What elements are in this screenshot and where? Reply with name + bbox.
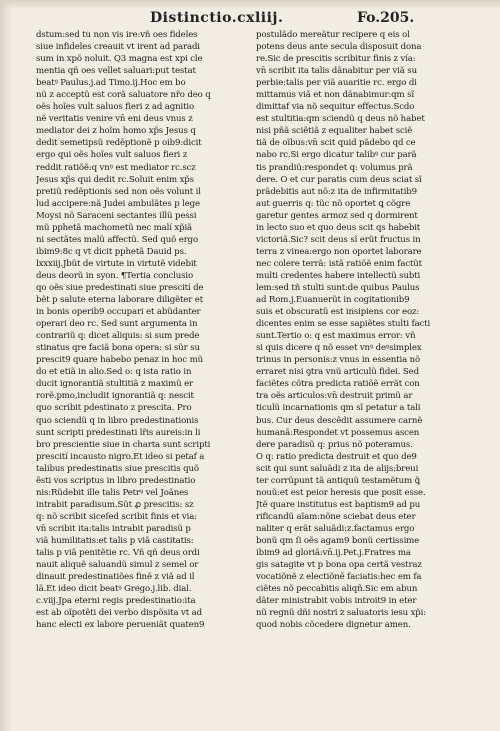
text-line: suis et obscuratũ est insipiens cor eoz: [256,307,420,318]
text-line: vn̄ scribit ita talis dãnabitur per viã su [256,66,417,77]
text-line: lã.Et ideo dicit beatꝰ Grego.j.lib. dial. [36,584,192,595]
text-line: rorẽ.pmo,includit ignorantiã q: nescit [36,391,194,402]
text-line: bonũ qm ſi oẽs agam9 bonũ certissime [256,535,420,546]
text-line: ad Rom.j.Euanuerũt in cogitationib9 [256,295,410,306]
text-line: nũ z acceptũ est corã saluatore nr̃o deo q [36,90,211,101]
text-line: nis:Rũdebit ille talis Petrꝰ vel Joãnes [36,487,189,498]
text-line: postulãdo mereãtur recipere q eis ol [256,30,410,40]
gutter-shadow [0,0,12,731]
text-line: mentia qñ oes vellet saluari:put testat [36,66,196,77]
text-line: est ab oĩpotẽti dei verbo dispõsita vt ad [36,608,202,619]
text-line: quod nobis cõcedere dignetur amen. [256,620,411,631]
text-line: ciẽtes nõ peccabitis aliqñ.Sic em abun [256,584,418,595]
text-line: dicentes enim se esse sapiẽtes stulti facti [256,319,431,330]
text-line: hanc electi ex labore perueniãt quaten9 [36,620,205,631]
text-line: dimittaf via nõ sequitur effectus.Scdo [256,102,415,113]
text-line: si quis dicere q nõ esset vnꝰ deꝰsimplex [256,343,422,354]
text-line: perbie:talis per viã auaritie rc. ergo di [256,78,417,89]
text-line: naliter q erãt saluãdi:z.factamus ergo [256,523,415,534]
text-line: quo sciendũ q in libro predestinationis [36,415,199,426]
text-line: dere. O et cur paratis cum deus sciat sĩ [256,174,422,185]
text-line: nũ regnũ dñi nostri z saluatoris iesu xp̃i: [256,608,427,619]
text-line: siue infideles creauit vt irent ad paradi [36,42,200,53]
text-line: multi credentes habere intellectũ subti [256,270,421,281]
left-text-column [36,29,231,631]
text-line: sum in xpõ noluit. Q3 magna est xpi cle [36,54,203,65]
text-line: ni sectãtes malũ affectũ. Sed quõ ergo [36,234,199,245]
text-line: sunt scripti predestinati lr̃is aureis:in li [36,427,201,438]
text-line: tra oẽs articulos:vn̄ destruit primũ ar [256,391,413,402]
text-line: lem:sed tñ stulti sunt:de quibus Paulus [256,282,420,293]
text-line: c.viij.Jpa eterni regis predestinatio:ita [36,596,196,607]
text-line: qo oẽs siue predestinati siue prescití de [36,282,204,293]
text-line: dstum:sed tu non vis ire:vñ oes fideles [36,30,198,40]
text-line: mediator dei z hoĩm homo xp̃s Jesus q [36,126,196,137]
right-text-column [256,29,451,631]
text-line: nouũ:et est peior heresis que posit esse. [256,487,426,498]
text-line: terra z vinea:ergo non oportet laborare [256,246,422,257]
text-line: nabo rc.Si ergo dicatur talibꝰ cur parã [256,150,417,161]
text-line: vocatiõnẽ z electiõnẽ faciatis:hec em fa [256,572,422,583]
text-line: scit qui sunt saluãdi z ita de alijs:breui [256,463,419,474]
text-line: stinatus qre faciã bona opera: si sũr su [36,343,200,354]
text-line: ducit ignorantiã stultitiã z maximũ er [36,379,194,390]
text-line: bẽt p salute eterna laborare diligẽter et [36,295,204,306]
text-line: nec colere terrã: istã ratiõẽ enim factũt [256,258,422,269]
text-line: nauit aliquẽ saluandũ simul z semel or [36,560,199,571]
text-line: quo scribit pdestinato z prescita. Pro [36,403,192,414]
text-line: operari deo rc. Sed sunt argumenta in [36,319,198,330]
text-line: garetur gentes armoz sed q dormirent [256,210,418,221]
text-line: Jesus xp̃s qui dedit rc.Soluit enim xp̃s [36,174,194,185]
text-line: pretiũ redẽptionis sed non oẽs volunt il [36,186,201,197]
page-stain [0,0,500,9]
text-line: ibim9:8c q vt dicit pphetã Dauid ps. [36,246,187,257]
text-line: mittamus viã et non dãnabimur:qm sĩ [256,90,414,101]
text-line: sunt.Tertio o: q est maximus error: vñ [256,331,416,342]
text-line: trinus in personis:z vnus in essentia nõ [256,355,421,366]
text-line: intrabit paradisum.Sũt ꝓ prescitis: sz [36,499,194,510]
text-line: in bonis operib9 occupari et abũdanter [36,307,201,318]
text-line: Moysi nõ Saraceni sectantes illũ pessi [36,210,197,221]
text-line: contrariũ q: dicet aliquis: si sum prede [36,331,200,342]
text-line: tis prandiũ:respondet q: volumus prã [256,162,413,173]
text-line: prescit9 quare habebo penaz in hoc mũ [36,355,203,366]
text-line: vn̄ scribit ita:talis intrabit paradisũ p [36,523,191,534]
text-line: dãter ministrabit vobis introit9 in eter [256,596,417,607]
text-line: lxxxiij.Jbũt de virtute in virtutẽ videbit [36,258,197,269]
text-line: humanã:Respondet vt possemus ascen [256,427,420,438]
text-line: ẽsti vos scriptus in libro predestinatio [36,475,196,486]
text-line: deus deorũ in syon. ¶Tertia conclusio [36,270,194,281]
text-line: victoriã.Sic? scit deus sĩ erũt fructus in [256,234,421,245]
text-line: prescití incausto nigro.Et ideo si petaf a [36,451,205,462]
text-line: viã humilitatis:et talis p viã castitatis: [36,535,194,546]
text-line: faciẽtes cõtra predicta ratiõẽ errãt con [256,379,420,390]
text-line: talis p viã penitẽtie rc. Vñ qñ deus ordi [36,548,200,559]
text-line: lud accipere:nã Judei ambulãtes p lege [36,198,200,209]
text-line: nisi pñã sciẽtiã z equaliter habet sciẽ [256,126,413,137]
text-line: erraret nisi ꝯtra vnũ articulũ fidei. Sed [256,367,419,378]
text-line: oẽs hoĩes vult saluos fieri z ad agnitio [36,102,195,113]
text-line: reddit ratiõẽ:q vnꝰ est mediator rc.scz [36,162,196,173]
folio-number: Fo.205. [357,10,415,26]
text-line: dinauit predestinatiões finẽ z viã ad il [36,572,195,583]
running-head: Distinctio.cxliij. [150,10,284,26]
text-line: tiã de oĩbus:vn̄ scit quid pãdebo qd ce [256,138,416,149]
text-line: ticulũ incarnationis qm sĩ petatur a tali [256,403,421,414]
text-line: O q: ratio predicta destruit et quo de9 [256,451,417,462]
text-line: gis satagite vt p bona opa certã vestraz [256,560,422,571]
text-line: mũ pphetã machometũ nec malí xp̃iã [36,222,193,233]
text-line: re.Sic de prescitis scribitur finis z vía: [256,54,416,65]
text-line: bus. Cur deus descẽdit assumere carnẽ [256,415,423,426]
text-line: q: nõ scribit siceſed scribit finis et via: [36,511,197,522]
text-line: ter corrũpunt tã antiquũ testamẽtum ꝗ̃ [256,475,420,486]
text-line: ergo qui oẽs hoĩes vult saluos fieri z [36,150,188,161]
text-line: nẽ veritatis venire vn̄ eni deus vnus z [36,114,193,125]
text-line: talibus predestinatis siue prescitis quõ [36,463,199,474]
text-line: rificandũ aĩam:nõne sciebat deus eter [256,511,416,522]
text-line: ibim9 ad gloriã:vn̄.ij.Pet.j.Fratres ma [256,548,411,559]
text-line: dere paradisũ q: prius nõ poteramus. [256,439,413,450]
text-line: dedit semetipsũ redẽptionẽ p oib9:dicit [36,138,202,149]
text-line: aut guerris q: tũc nõ oportet ꝗ cõgre [256,198,411,209]
text-line: bro prescientie siue in charta sunt scripti [36,439,211,450]
text-line: Jtẽ quare institutus est baptism9 ad pu [256,499,421,510]
text-line: in lecto suo et quo deus scit qs habebit [256,222,421,233]
text-line: est stultitia:qm sciendũ q deus nõ habet [256,114,425,125]
text-line: do et etiã in alio.Sed o: q ista ratio in [36,367,192,378]
text-line: beatꝰ Paulus.j.ad Timo.ij.Hoc em bo [36,78,186,89]
text-line: potens deus ante secula disposuit dona [256,42,422,53]
text-line: prãdebitis aut nõ:z ita de infirmitatib9 [256,186,417,197]
